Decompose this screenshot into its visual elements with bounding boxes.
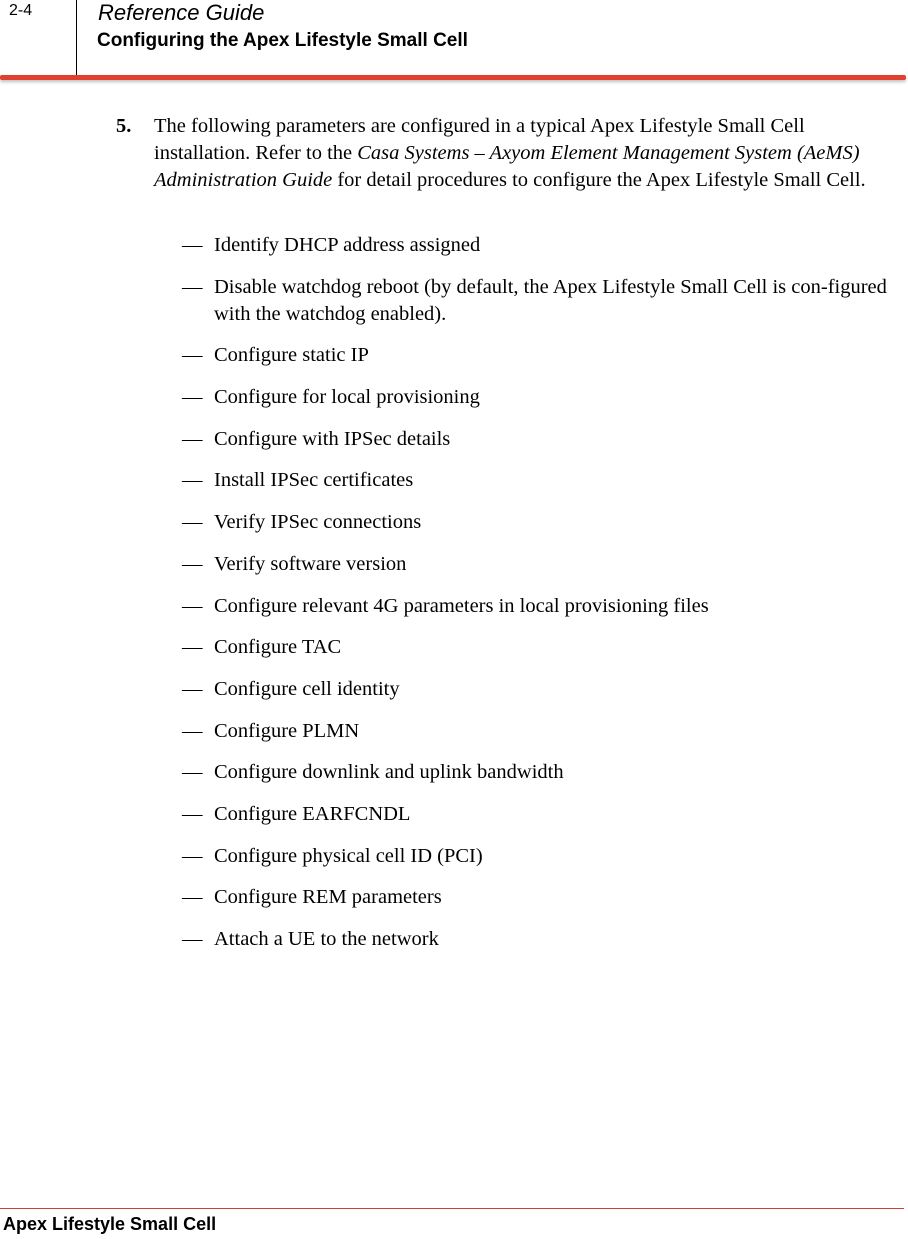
guide-title: Reference Guide [98, 0, 265, 25]
dash-marker: — [182, 234, 203, 256]
dash-marker: — [182, 761, 203, 784]
parameter-list [182, 232, 897, 968]
list-item-text: Configure REM parameters [214, 886, 442, 909]
list-item [182, 342, 897, 369]
dash-marker: — [182, 275, 203, 298]
list-item [182, 467, 897, 494]
list-item [182, 593, 897, 620]
dash-marker: — [182, 719, 203, 742]
dash-marker: — [182, 636, 203, 659]
step-number: 5. [116, 115, 132, 137]
procedure-step [116, 113, 896, 194]
dash-marker: — [182, 802, 203, 825]
dash-marker: — [182, 427, 203, 450]
dash-marker: — [182, 594, 203, 617]
list-item [182, 384, 897, 411]
dash-marker: — [182, 886, 203, 909]
footer-product-name: Apex Lifestyle Small Cell [3, 1214, 217, 1234]
dash-marker: — [182, 469, 203, 492]
list-item [182, 634, 897, 661]
list-item [182, 426, 897, 453]
list-item-text: Disable watchdog reboot (by default, the Apex Lifestyle Small Cell is con-figured with the watchdog enabled). [214, 275, 887, 325]
list-item-text: Verify IPSec connections [214, 511, 422, 534]
list-item-text: Identify DHCP address assigned [214, 234, 481, 256]
step-text-outro: for detail procedures to configure the Apex Lifestyle Small Cell. [332, 169, 866, 191]
list-item [182, 843, 897, 870]
list-item [182, 274, 897, 328]
list-item-text: Configure EARFCNDL [214, 802, 411, 825]
dash-marker: — [182, 552, 203, 575]
dash-marker: — [182, 677, 203, 700]
list-item-text: Configure PLMN [214, 719, 360, 742]
list-item-text: Configure TAC [214, 636, 342, 659]
list-item [182, 801, 897, 828]
step-text [154, 113, 894, 194]
list-item-text: Configure physical cell ID (PCI) [214, 844, 483, 867]
list-item-text: Configure relevant 4G parameters in local provisioning files [214, 594, 709, 617]
list-item [182, 718, 897, 745]
dash-marker: — [182, 344, 203, 367]
header-divider-vertical [76, 0, 77, 77]
dash-marker: — [182, 928, 203, 950]
list-item-text: Configure for local provisioning [214, 386, 480, 409]
list-item [182, 759, 897, 786]
list-item-text: Install IPSec certificates [214, 469, 414, 492]
list-item [182, 232, 897, 259]
list-item [182, 551, 897, 578]
list-item [182, 509, 897, 536]
list-item-text: Configure cell identity [214, 677, 400, 700]
reference-guide-link-text: Casa Systems – Axyom Element Management System (AeMS) Administration Guide [154, 142, 860, 191]
list-item-text: Verify software version [214, 552, 407, 575]
list-item-text: Configure with IPSec details [214, 427, 451, 450]
list-item [182, 884, 897, 911]
section-title: Configuring the Apex Lifestyle Small Cell [97, 30, 468, 51]
list-item-text: Attach a UE to the network [214, 928, 439, 950]
list-item-text: Configure static IP [214, 344, 369, 367]
dash-marker: — [182, 511, 203, 534]
page-number: 2-4 [9, 2, 33, 19]
dash-marker: — [182, 386, 203, 409]
footer-divider [0, 1208, 904, 1209]
list-item [182, 676, 897, 703]
header-divider-horizontal [0, 75, 906, 80]
list-item [182, 926, 897, 953]
dash-marker: — [182, 844, 203, 867]
step-text-intro: The following parameters are configured in a typical Apex Lifestyle Small Cell installation. Refer to the [154, 115, 805, 164]
list-item-text: Configure downlink and uplink bandwidth [214, 761, 564, 784]
